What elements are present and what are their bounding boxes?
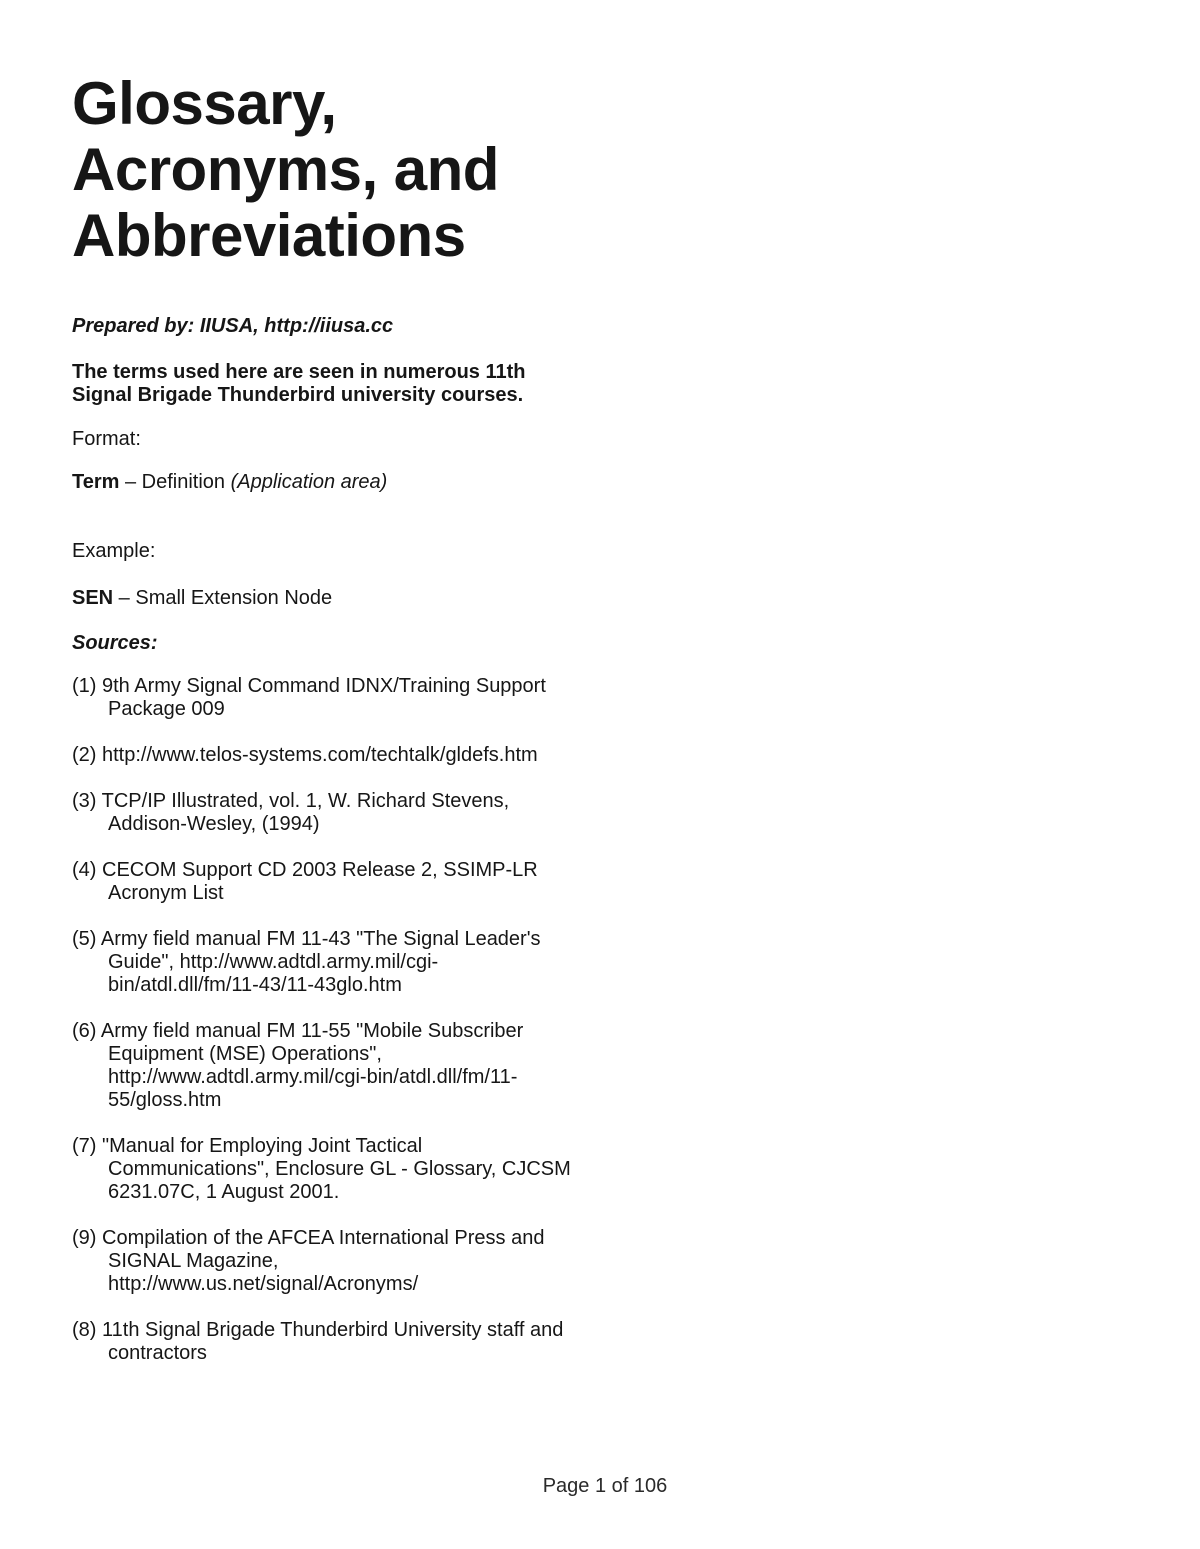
format-term: Term xyxy=(72,471,120,493)
page-footer xyxy=(0,1475,1200,1497)
prepared-by-line: Prepared by: IIUSA, http://iiusa.cc xyxy=(72,315,394,337)
sources-list xyxy=(72,675,632,1365)
format-pattern-line xyxy=(72,471,632,494)
source-item-5: (5) Army field manual FM 11-43 "The Signal Leader's Guide", http://www.adtdl.army.mil/cgi- bin/atdl.dll/fm/11-43/11-43glo.htm xyxy=(72,928,541,996)
source-item-9: (9) Compilation of the AFCEA International Press and SIGNAL Magazine, http://www.us.net/signal/Acronyms/ xyxy=(72,1227,545,1295)
format-application-area: (Application area) xyxy=(230,471,388,493)
sources-heading: Sources: xyxy=(72,632,158,654)
source-item-3: (3) TCP/IP Illustrated, vol. 1, W. Richard Stevens, Addison-Wesley, (1994) xyxy=(72,790,510,835)
source-item-4: (4) CECOM Support CD 2003 Release 2, SSIMP-LR Acronym List xyxy=(72,859,538,904)
page-title: Glossary, Acronyms, and Abbreviations xyxy=(72,70,499,269)
document-body xyxy=(72,0,632,1388)
example-definition: – Small Extension Node xyxy=(113,587,333,609)
source-item-7: (7) "Manual for Employing Joint Tactical Communications", Enclosure GL - Glossary, CJCSM 6231.07C, 1 August 2001. xyxy=(72,1135,571,1203)
source-item-2: (2) http://www.telos-systems.com/techtalk/gldefs.htm xyxy=(72,744,538,766)
source-item-8: (8) 11th Signal Brigade Thunderbird University staff and contractors xyxy=(72,1319,564,1364)
example-label: Example: xyxy=(72,540,156,562)
page-number-text: Page 1 of 106 xyxy=(542,1475,668,1497)
example-entry-line xyxy=(72,587,632,610)
format-definition: – Definition xyxy=(119,471,231,493)
source-item-1: (1) 9th Army Signal Command IDNX/Training Support Package 009 xyxy=(72,675,546,720)
intro-text: The terms used here are seen in numerous 11th Signal Brigade Thunderbird university courses. xyxy=(72,361,526,406)
example-term: SEN xyxy=(72,587,114,609)
source-item-6: (6) Army field manual FM 11-55 "Mobile Subscriber Equipment (MSE) Operations", http://www.adtdl.army.mil/cgi-bin/atdl.dll/fm/11- 55/gloss.htm xyxy=(72,1020,524,1111)
format-label: Format: xyxy=(72,428,141,450)
